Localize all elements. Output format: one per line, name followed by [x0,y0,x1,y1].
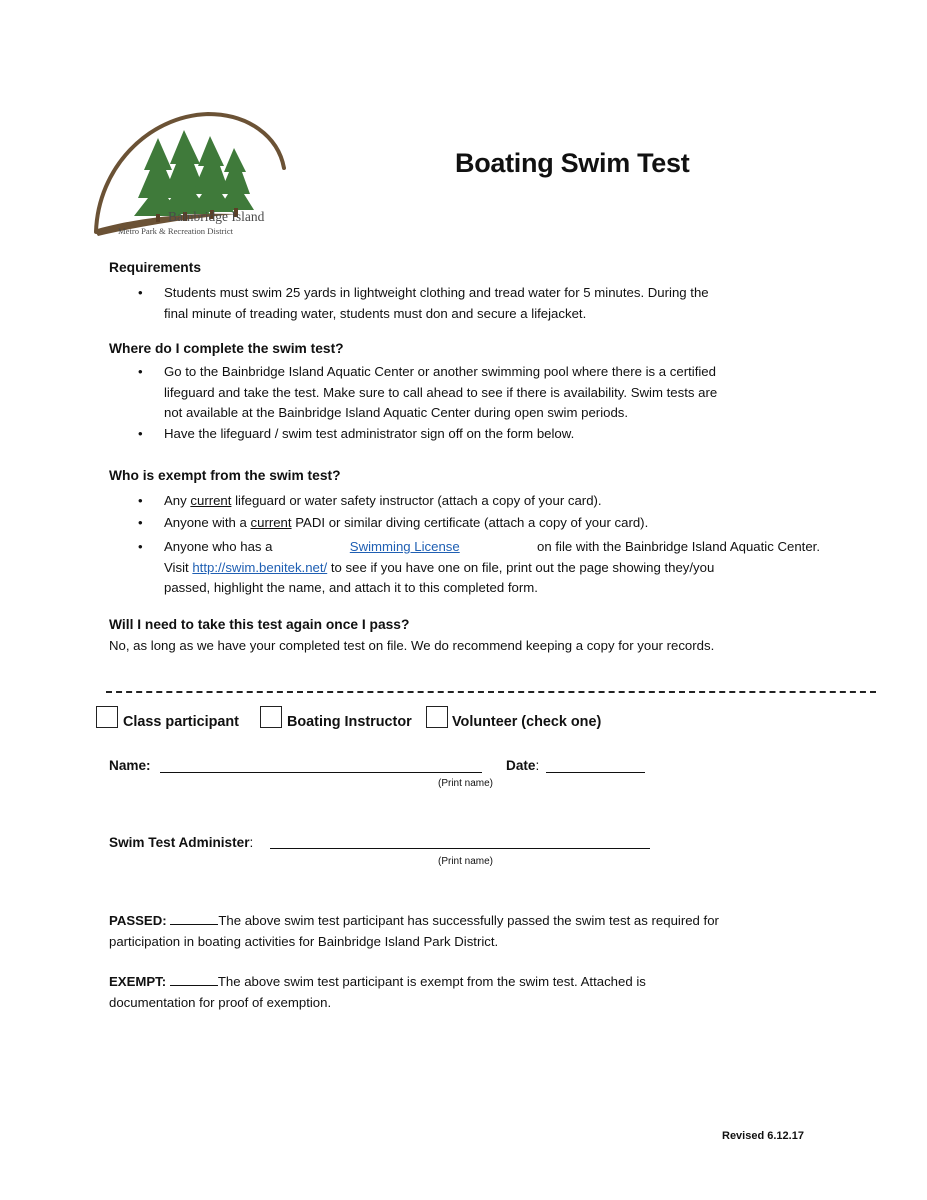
exempt-paragraph: EXEMPT: The above swim test participant is exempt from the swim test. Attached is documentation for proof of exemption. [109,974,646,1010]
requirements-bullet: • Students must swim 25 yards in lightweight clothing and tread water for 5 minutes. During the final minute of treading water, students must don and secure a lifejacket. [138,285,709,321]
exempt-bullet-2: • Anyone with a current PADI or similar diving certificate (attach a copy of your card). [164,513,824,534]
bullet-icon: • [138,285,143,300]
exempt-bullet-1: • Any current lifeguard or water safety instructor (attach a copy of your card). [164,491,824,512]
where-heading: Where do I complete the swim test? [109,341,344,356]
name-field[interactable] [160,772,482,773]
exempt-initial-field[interactable] [170,974,218,986]
where-bullet-2: • Have the lifeguard / swim test administrator sign off on the form below. [164,424,824,445]
cut-line [106,691,876,693]
where-bullet-1: • Go to the Bainbridge Island Aquatic Center or another swimming pool where there is a certified lifeguard and take the test. Make sure to call ahead to see if there is availability. Swim tests are not available at the Bainbridge Island Aquatic Center during open swim periods. [138,364,718,420]
print-name-hint: (Print name) [438,778,494,789]
administrator-field[interactable] [270,848,650,849]
bullet-icon: • [138,515,143,530]
again-heading: Will I need to take this test again once I pass? [109,617,410,632]
logo-org-name: Bainbridge Island [168,209,265,224]
benitek-url-link[interactable]: http://swim.benitek.net/ [192,559,328,575]
revision-date: Revised 6.12.17 [722,1130,804,1142]
print-name-hint: (Print name) [438,856,494,867]
class-participant-label: Class participant [123,714,239,730]
passed-paragraph: PASSED: The above swim test participant has successfully passed the swim test as required for participation in boating activities for Bainbridge Island Park District. [109,913,719,949]
class-participant-checkbox[interactable] [96,706,118,728]
bullet-icon: • [138,364,143,379]
volunteer-checkbox[interactable] [426,706,448,728]
boating-instructor-checkbox[interactable] [260,706,282,728]
park-district-logo [88,108,288,240]
swimming-license-link[interactable]: Swimming License [349,539,460,554]
requirements-heading: Requirements [109,260,202,275]
volunteer-label: Volunteer (check one) [452,714,602,730]
admin-label-wrap: Swim Test Administer: [109,835,254,850]
bullet-icon: • [138,539,143,554]
again-text: No, as long as we have your completed test on file. We do recommend keeping a copy for your records. [109,638,715,653]
exempt-heading: Who is exempt from the swim test? [109,468,341,483]
exempt-bullet-3: • Anyone who has a Swimming License on file with the Bainbridge Island Aquatic Center. Visit http://swim.benitek.net/ to see if you have one on file, print out the page showing they/you passed, highlight the name, and attach it to this completed form. [138,539,820,595]
bullet-icon: • [138,493,143,508]
bullet-icon: • [138,426,143,441]
page-title: Boating Swim Test [455,148,690,178]
logo-org-subtitle: Metro Park & Recreation District [118,226,234,236]
name-label: Name: [109,758,151,773]
date-label-wrap: Date: [506,758,540,773]
boating-instructor-label: Boating Instructor [287,714,412,730]
date-field[interactable] [546,772,645,773]
passed-initial-field[interactable] [170,913,218,925]
